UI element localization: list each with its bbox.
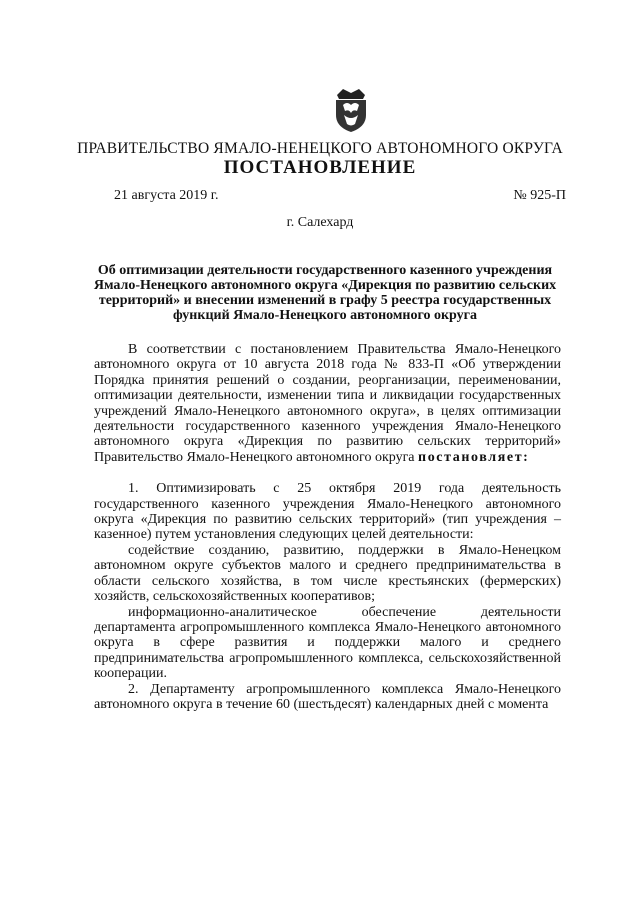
document-date: 21 августа 2019 г. [114, 188, 219, 203]
paragraph-1b: информационно-аналитическое обеспечение деятельности департамента агропромышленного комплекса Ямало-Ненецкого автономного округа в сфере развития и поддержки малого и среднего предпринимательства агропромышленного комплекса, сельскохозяйственной кооперации. [94, 604, 561, 682]
document-title: Об оптимизации деятельности государственного казенного учреждения Ямало-Ненецкого автономного округа «Дирекция по развитию сельских территорий» и внесении изменений в графу 5 реестра государственных функций Ямало-Ненецкого автономного округа [93, 263, 557, 323]
preamble-paragraph [94, 342, 561, 465]
coat-of-arms-icon [331, 87, 371, 133]
organization-name: ПРАВИТЕЛЬСТВО ЯМАЛО-НЕНЕЦКОГО АВТОНОМНОГО ОКРУГА [77, 140, 563, 157]
document-city: г. Салехард [286, 215, 354, 230]
resolves-keyword: постановляет: [418, 449, 530, 465]
preamble-text: В соответствии с постановлением Правительства Ямало-Ненецкого автономного округа от 10 августа 2018 года № 833-П «Об утверждении Порядка принятия решений о создании, реорганизации, переименовании, оптимизации деятельности, изменении типа и ликвидации государственных учреждений Ямало-Ненецкого автономного округа», в целях оптимизации деятельности государственного казенного учреждения Ямало-Ненецкого автономного округа «Дирекция по развитию сельских территорий» Правительство Ямало-Ненецкого автономного округа [94, 342, 561, 465]
document-number: № 925-П [513, 188, 566, 203]
document-body [94, 342, 561, 712]
document-type: ПОСТАНОВЛЕНИЕ [223, 157, 417, 178]
paragraph-1: 1. Оптимизировать с 25 октября 2019 года деятельность государственного казенного учреждения Ямало-Ненецкого автономного округа «Дирекция по развитию сельских территорий» (тип учреждения – казенное) путем установления следующих целей деятельности: [94, 481, 561, 543]
paragraph-1a: содействие созданию, развитию, поддержки в Ямало-Ненецком автономном округе субъектов малого и среднего предпринимательства в области сельского хозяйства, в том числе крестьянских (фермерских) хозяйств, сельскохозяйственных кооперативов; [94, 542, 561, 605]
paragraph-2: 2. Департаменту агропромышленного комплекса Ямало-Ненецкого автономного округа в течение 60 (шестьдесят) календарных дней с момента [94, 681, 561, 712]
